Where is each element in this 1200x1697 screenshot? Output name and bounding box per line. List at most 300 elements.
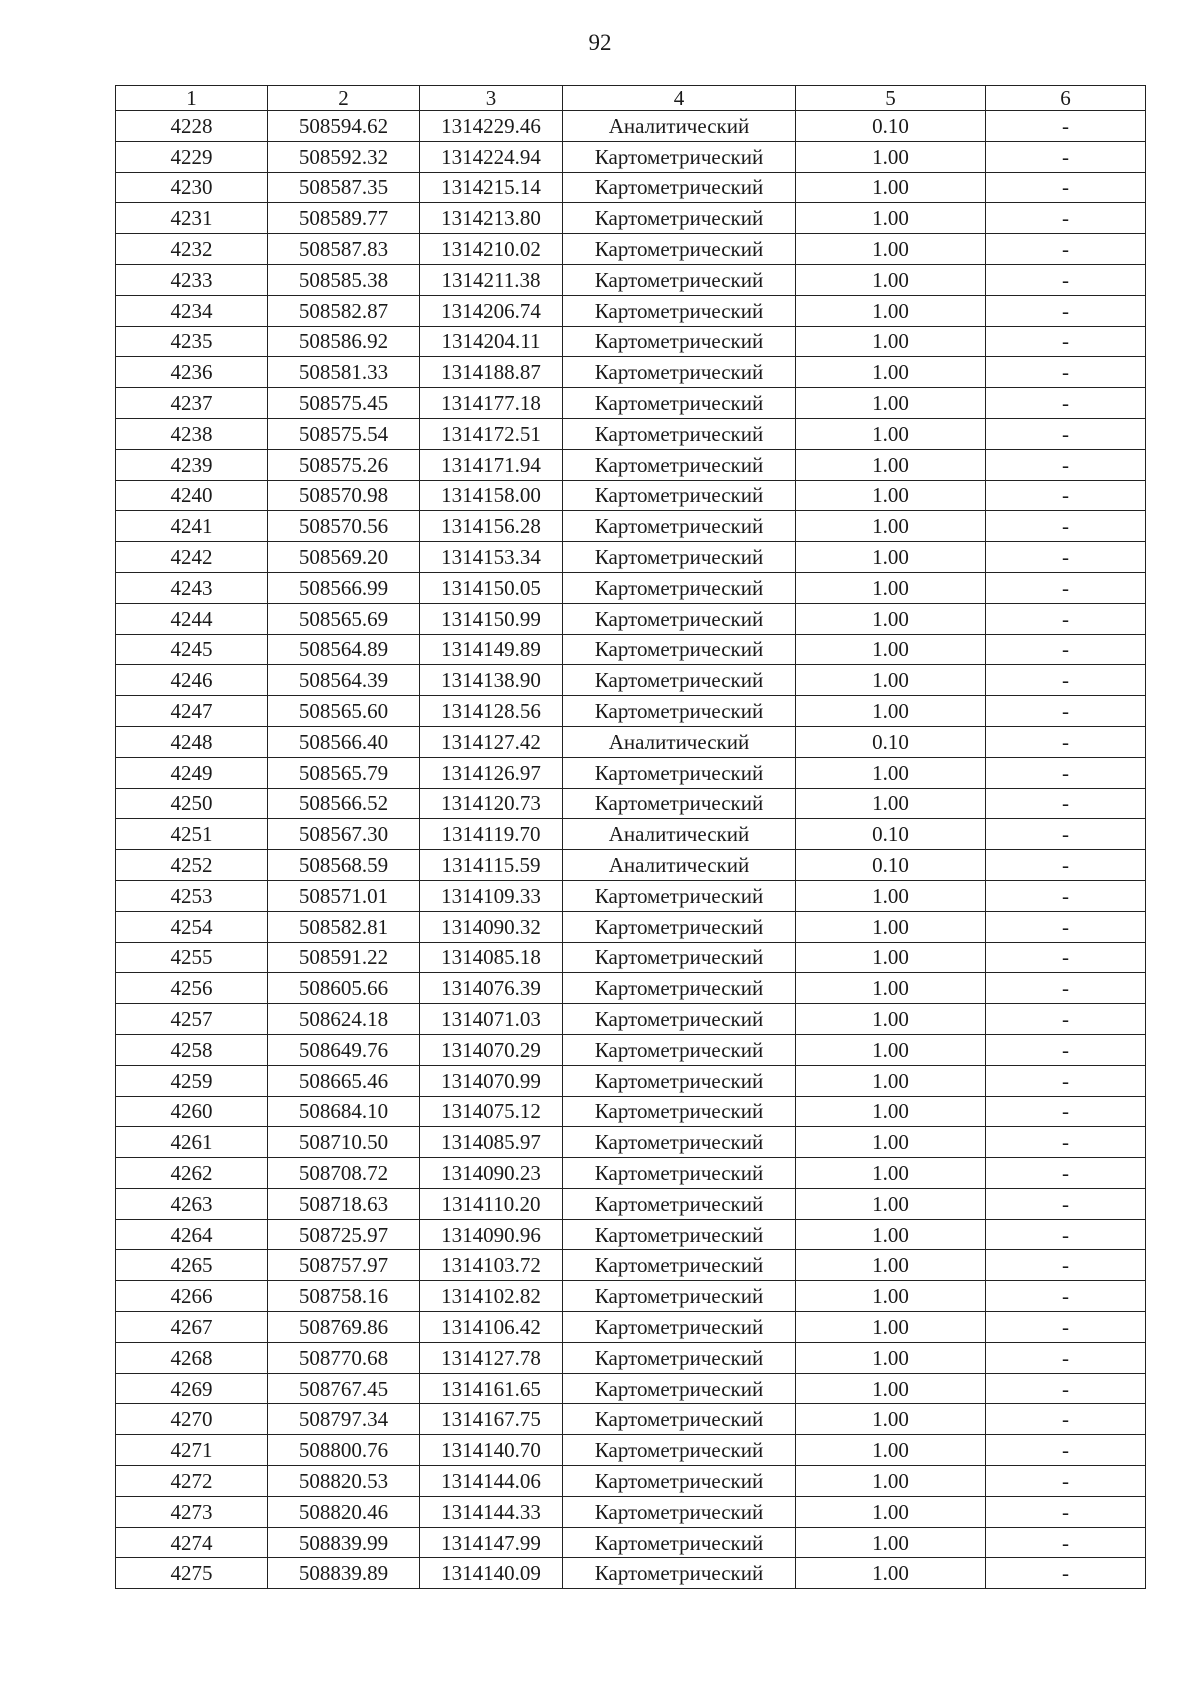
table-cell: 1314149.89 <box>420 634 563 665</box>
table-cell: 1.00 <box>796 757 986 788</box>
table-cell: Картометрический <box>563 942 796 973</box>
table-cell: - <box>986 357 1146 388</box>
table-cell: Аналитический <box>563 850 796 881</box>
table-cell: 4232 <box>116 234 268 265</box>
table-cell: 1.00 <box>796 973 986 1004</box>
table-row <box>116 1250 1146 1281</box>
table-row <box>116 880 1146 911</box>
table-cell: 4256 <box>116 973 268 1004</box>
table-cell: Картометрический <box>563 1527 796 1558</box>
table-cell: 1314206.74 <box>420 295 563 326</box>
table-cell: 4247 <box>116 696 268 727</box>
table-row <box>116 1404 1146 1435</box>
table-cell: Картометрический <box>563 1312 796 1343</box>
table-row <box>116 1096 1146 1127</box>
table-cell: 1.00 <box>796 911 986 942</box>
table-cell: 508564.89 <box>268 634 420 665</box>
table-row <box>116 911 1146 942</box>
table-cell: 4231 <box>116 203 268 234</box>
table-row <box>116 172 1146 203</box>
table-cell: - <box>986 388 1146 419</box>
table-cell: 508582.87 <box>268 295 420 326</box>
table-cell: 508569.20 <box>268 542 420 573</box>
table-cell: 1.00 <box>796 141 986 172</box>
table-cell: 4234 <box>116 295 268 326</box>
table-cell: 1314172.51 <box>420 418 563 449</box>
table-cell: 4244 <box>116 603 268 634</box>
table-cell: - <box>986 973 1146 1004</box>
table-cell: 4253 <box>116 880 268 911</box>
table-cell: Картометрический <box>563 357 796 388</box>
table-cell: - <box>986 819 1146 850</box>
table-row <box>116 1527 1146 1558</box>
table-row <box>116 1373 1146 1404</box>
table-cell: Картометрический <box>563 326 796 357</box>
table-cell: 4268 <box>116 1342 268 1373</box>
table-cell: - <box>986 1281 1146 1312</box>
table-cell: 4243 <box>116 572 268 603</box>
table-cell: 508570.56 <box>268 511 420 542</box>
table-cell: 1.00 <box>796 1404 986 1435</box>
table-cell: Картометрический <box>563 1250 796 1281</box>
table-cell: 1314110.20 <box>420 1188 563 1219</box>
table-cell: - <box>986 1435 1146 1466</box>
table-cell: 1314153.34 <box>420 542 563 573</box>
table-cell: 1.00 <box>796 172 986 203</box>
table-cell: Картометрический <box>563 1435 796 1466</box>
table-cell: 1.00 <box>796 942 986 973</box>
table-cell: 4233 <box>116 264 268 295</box>
table-cell: 4273 <box>116 1496 268 1527</box>
table-cell: 4229 <box>116 141 268 172</box>
table-cell: 1.00 <box>796 634 986 665</box>
table-row <box>116 449 1146 480</box>
table-cell: 1.00 <box>796 665 986 696</box>
column-header: 6 <box>986 86 1146 111</box>
table-cell: - <box>986 726 1146 757</box>
table-cell: 4263 <box>116 1188 268 1219</box>
table-cell: 1.00 <box>796 388 986 419</box>
table-cell: 1.00 <box>796 880 986 911</box>
table-cell: 1314167.75 <box>420 1404 563 1435</box>
table-cell: 1.00 <box>796 1281 986 1312</box>
table-cell: 508820.46 <box>268 1496 420 1527</box>
table-row <box>116 511 1146 542</box>
table-row <box>116 480 1146 511</box>
table-cell: Картометрический <box>563 203 796 234</box>
table-cell: 4251 <box>116 819 268 850</box>
table-cell: - <box>986 757 1146 788</box>
table-cell: - <box>986 572 1146 603</box>
table-cell: 4246 <box>116 665 268 696</box>
table-cell: - <box>986 141 1146 172</box>
table-cell: 508624.18 <box>268 1004 420 1035</box>
table-row <box>116 295 1146 326</box>
table-cell: 508769.86 <box>268 1312 420 1343</box>
table-row <box>116 942 1146 973</box>
table-cell: Картометрический <box>563 542 796 573</box>
table-cell: - <box>986 1158 1146 1189</box>
table-cell: - <box>986 850 1146 881</box>
table-cell: 1314150.05 <box>420 572 563 603</box>
table-cell: 4264 <box>116 1219 268 1250</box>
table-cell: - <box>986 1466 1146 1497</box>
table-cell: 1314128.56 <box>420 696 563 727</box>
table-row <box>116 1466 1146 1497</box>
table-cell: 1.00 <box>796 788 986 819</box>
table-cell: Картометрический <box>563 973 796 1004</box>
column-header: 3 <box>420 86 563 111</box>
table-cell: Картометрический <box>563 1281 796 1312</box>
table-row <box>116 1004 1146 1035</box>
table-cell: - <box>986 1219 1146 1250</box>
table-cell: 1314102.82 <box>420 1281 563 1312</box>
table-cell: - <box>986 1558 1146 1589</box>
table-cell: 4241 <box>116 511 268 542</box>
table-cell: 1314120.73 <box>420 788 563 819</box>
table-cell: - <box>986 1096 1146 1127</box>
table-cell: 1314119.70 <box>420 819 563 850</box>
table-cell: Картометрический <box>563 572 796 603</box>
table-cell: - <box>986 480 1146 511</box>
table-cell: Картометрический <box>563 1373 796 1404</box>
table-cell: Картометрический <box>563 141 796 172</box>
table-cell: Картометрический <box>563 388 796 419</box>
table-cell: - <box>986 1065 1146 1096</box>
table-cell: 1.00 <box>796 1466 986 1497</box>
table-cell: 1.00 <box>796 542 986 573</box>
table-cell: Картометрический <box>563 1466 796 1497</box>
table-cell: 4262 <box>116 1158 268 1189</box>
table-row <box>116 1312 1146 1343</box>
table-cell: 4240 <box>116 480 268 511</box>
table-cell: - <box>986 111 1146 142</box>
table-cell: Картометрический <box>563 511 796 542</box>
table-row <box>116 572 1146 603</box>
table-cell: 508665.46 <box>268 1065 420 1096</box>
table-cell: 4275 <box>116 1558 268 1589</box>
table-cell: 508575.54 <box>268 418 420 449</box>
table-cell: 1.00 <box>796 1558 986 1589</box>
table-cell: 1.00 <box>796 1096 986 1127</box>
table-cell: 1.00 <box>796 1250 986 1281</box>
table-cell: Картометрический <box>563 911 796 942</box>
table-cell: 4260 <box>116 1096 268 1127</box>
table-cell: 4236 <box>116 357 268 388</box>
table-cell: Картометрический <box>563 480 796 511</box>
table-cell: 1314204.11 <box>420 326 563 357</box>
table-cell: 4238 <box>116 418 268 449</box>
table-cell: 1.00 <box>796 418 986 449</box>
table-cell: 4271 <box>116 1435 268 1466</box>
table-cell: 508757.97 <box>268 1250 420 1281</box>
table-row <box>116 819 1146 850</box>
table-row <box>116 1342 1146 1373</box>
table-row <box>116 357 1146 388</box>
table-cell: Аналитический <box>563 111 796 142</box>
table-cell: 508820.53 <box>268 1466 420 1497</box>
table-cell: - <box>986 1527 1146 1558</box>
table-cell: 1.00 <box>796 1219 986 1250</box>
table-cell: 1.00 <box>796 449 986 480</box>
table-cell: Картометрический <box>563 1127 796 1158</box>
column-header: 5 <box>796 86 986 111</box>
table-cell: 508566.40 <box>268 726 420 757</box>
table-cell: 508565.69 <box>268 603 420 634</box>
table-cell: 508718.63 <box>268 1188 420 1219</box>
table-cell: Картометрический <box>563 1219 796 1250</box>
table-cell: 508587.83 <box>268 234 420 265</box>
table-row <box>116 1496 1146 1527</box>
table-cell: 4272 <box>116 1466 268 1497</box>
table-cell: 1314126.97 <box>420 757 563 788</box>
table-cell: 4237 <box>116 388 268 419</box>
table-cell: 1.00 <box>796 1373 986 1404</box>
table-cell: Картометрический <box>563 1558 796 1589</box>
table-row <box>116 388 1146 419</box>
table-cell: 4259 <box>116 1065 268 1096</box>
table-row <box>116 665 1146 696</box>
table-cell: Картометрический <box>563 634 796 665</box>
table-cell: 1.00 <box>796 1496 986 1527</box>
table-cell: 508586.92 <box>268 326 420 357</box>
table-cell: - <box>986 880 1146 911</box>
table-cell: 508592.32 <box>268 141 420 172</box>
table-cell: 4239 <box>116 449 268 480</box>
table-cell: 508587.35 <box>268 172 420 203</box>
table-cell: 508591.22 <box>268 942 420 973</box>
table-cell: 1314158.00 <box>420 480 563 511</box>
table-cell: - <box>986 911 1146 942</box>
table-cell: 508767.45 <box>268 1373 420 1404</box>
table-cell: 1.00 <box>796 234 986 265</box>
table-cell: - <box>986 1312 1146 1343</box>
table-cell: 1314076.39 <box>420 973 563 1004</box>
table-cell: 4255 <box>116 942 268 973</box>
table-cell: 1314109.33 <box>420 880 563 911</box>
table-cell: - <box>986 418 1146 449</box>
table-cell: - <box>986 1004 1146 1035</box>
table-cell: Картометрический <box>563 1342 796 1373</box>
table-cell: - <box>986 1496 1146 1527</box>
table-cell: 4258 <box>116 1034 268 1065</box>
column-header: 4 <box>563 86 796 111</box>
table-cell: 508585.38 <box>268 264 420 295</box>
table-cell: - <box>986 172 1146 203</box>
table-cell: 508568.59 <box>268 850 420 881</box>
table-cell: - <box>986 264 1146 295</box>
table-cell: 508582.81 <box>268 911 420 942</box>
table-cell: - <box>986 603 1146 634</box>
table-cell: 508800.76 <box>268 1435 420 1466</box>
table-cell: 1.00 <box>796 1188 986 1219</box>
column-header: 1 <box>116 86 268 111</box>
table-cell: 1314188.87 <box>420 357 563 388</box>
table-cell: - <box>986 234 1146 265</box>
table-cell: 508575.45 <box>268 388 420 419</box>
table-cell: Картометрический <box>563 172 796 203</box>
table-cell: Картометрический <box>563 603 796 634</box>
table-cell: Картометрический <box>563 295 796 326</box>
table-cell: Картометрический <box>563 1496 796 1527</box>
table-cell: 508710.50 <box>268 1127 420 1158</box>
table-cell: 1314229.46 <box>420 111 563 142</box>
table-cell: 1314144.33 <box>420 1496 563 1527</box>
table-cell: Картометрический <box>563 1404 796 1435</box>
table-cell: 1314070.99 <box>420 1065 563 1096</box>
table-cell: - <box>986 449 1146 480</box>
table-cell: 4267 <box>116 1312 268 1343</box>
table-cell: 1314075.12 <box>420 1096 563 1127</box>
table-cell: 4269 <box>116 1373 268 1404</box>
table-cell: 508594.62 <box>268 111 420 142</box>
table-cell: 1.00 <box>796 1127 986 1158</box>
table-cell: Аналитический <box>563 819 796 850</box>
table-row <box>116 726 1146 757</box>
table-cell: 0.10 <box>796 850 986 881</box>
table-row <box>116 788 1146 819</box>
table-row <box>116 542 1146 573</box>
table-row <box>116 264 1146 295</box>
table-row <box>116 1065 1146 1096</box>
table-cell: 1.00 <box>796 572 986 603</box>
table-row <box>116 111 1146 142</box>
table-cell: Картометрический <box>563 1158 796 1189</box>
table-cell: 4249 <box>116 757 268 788</box>
table-row <box>116 1219 1146 1250</box>
table-cell: 508605.66 <box>268 973 420 1004</box>
table-cell: 4270 <box>116 1404 268 1435</box>
table-cell: 1.00 <box>796 1527 986 1558</box>
table-cell: 508839.99 <box>268 1527 420 1558</box>
table-row <box>116 973 1146 1004</box>
table-cell: Картометрический <box>563 1004 796 1035</box>
table-row <box>116 326 1146 357</box>
table-row <box>116 1558 1146 1589</box>
table-cell: 1.00 <box>796 1158 986 1189</box>
table-cell: 1314211.38 <box>420 264 563 295</box>
table-cell: 1314150.99 <box>420 603 563 634</box>
table-cell: 508565.79 <box>268 757 420 788</box>
table-row <box>116 1188 1146 1219</box>
table-body <box>116 111 1146 1589</box>
table-cell: 0.10 <box>796 819 986 850</box>
table-cell: 1314090.23 <box>420 1158 563 1189</box>
table-cell: 4242 <box>116 542 268 573</box>
table-cell: 1314156.28 <box>420 511 563 542</box>
table-cell: 1.00 <box>796 1004 986 1035</box>
table-cell: 4250 <box>116 788 268 819</box>
table-cell: - <box>986 1034 1146 1065</box>
table-cell: 508564.39 <box>268 665 420 696</box>
table-cell: 4254 <box>116 911 268 942</box>
table-cell: Картометрический <box>563 418 796 449</box>
table-cell: 1314090.96 <box>420 1219 563 1250</box>
table-cell: 508581.33 <box>268 357 420 388</box>
table-cell: Картометрический <box>563 788 796 819</box>
table-cell: 1314138.90 <box>420 665 563 696</box>
table-cell: 1314070.29 <box>420 1034 563 1065</box>
table-cell: Картометрический <box>563 1034 796 1065</box>
table-cell: Картометрический <box>563 696 796 727</box>
table-cell: 1314140.70 <box>420 1435 563 1466</box>
table-row <box>116 1281 1146 1312</box>
table-cell: 508566.52 <box>268 788 420 819</box>
table-cell: - <box>986 1342 1146 1373</box>
table-cell: - <box>986 942 1146 973</box>
table-cell: 1314224.94 <box>420 141 563 172</box>
table-cell: - <box>986 203 1146 234</box>
table-cell: 508684.10 <box>268 1096 420 1127</box>
table-cell: 1314085.18 <box>420 942 563 973</box>
table-cell: 0.10 <box>796 111 986 142</box>
table-header-row <box>116 86 1146 111</box>
table-cell: 508758.16 <box>268 1281 420 1312</box>
table-cell: 508770.68 <box>268 1342 420 1373</box>
table-cell: 1314071.03 <box>420 1004 563 1035</box>
table-cell: 508649.76 <box>268 1034 420 1065</box>
column-header: 2 <box>268 86 420 111</box>
table-cell: 4252 <box>116 850 268 881</box>
table-cell: - <box>986 295 1146 326</box>
table-cell: - <box>986 511 1146 542</box>
table-cell: 508725.97 <box>268 1219 420 1250</box>
table-cell: - <box>986 788 1146 819</box>
table-cell: - <box>986 665 1146 696</box>
table-cell: 508567.30 <box>268 819 420 850</box>
table-row <box>116 757 1146 788</box>
table-row <box>116 1435 1146 1466</box>
table-row <box>116 696 1146 727</box>
table-cell: 1314106.42 <box>420 1312 563 1343</box>
table-cell: 1.00 <box>796 603 986 634</box>
table-row <box>116 1158 1146 1189</box>
table-cell: 1.00 <box>796 295 986 326</box>
table-cell: Картометрический <box>563 1065 796 1096</box>
table-cell: - <box>986 1373 1146 1404</box>
table-cell: 1314115.59 <box>420 850 563 881</box>
table-cell: 508797.34 <box>268 1404 420 1435</box>
table-cell: 508570.98 <box>268 480 420 511</box>
table-cell: 1314177.18 <box>420 388 563 419</box>
table-cell: 4228 <box>116 111 268 142</box>
table-cell: Картометрический <box>563 234 796 265</box>
table-row <box>116 1127 1146 1158</box>
table-cell: Аналитический <box>563 726 796 757</box>
table-cell: 1314090.32 <box>420 911 563 942</box>
page-number: 92 <box>588 30 612 55</box>
table-cell: 0.10 <box>796 726 986 757</box>
table-cell: 1.00 <box>796 1312 986 1343</box>
table-cell: 508839.89 <box>268 1558 420 1589</box>
table-cell: Картометрический <box>563 665 796 696</box>
table-cell: Картометрический <box>563 1188 796 1219</box>
table-cell: 508566.99 <box>268 572 420 603</box>
table-cell: - <box>986 326 1146 357</box>
table-cell: 1.00 <box>796 1065 986 1096</box>
table-cell: - <box>986 1250 1146 1281</box>
table-cell: 4245 <box>116 634 268 665</box>
table-cell: 1314085.97 <box>420 1127 563 1158</box>
table-cell: - <box>986 542 1146 573</box>
table-cell: 4248 <box>116 726 268 757</box>
table-cell: Картометрический <box>563 264 796 295</box>
table-cell: 4266 <box>116 1281 268 1312</box>
table-cell: - <box>986 1404 1146 1435</box>
table-cell: 1.00 <box>796 357 986 388</box>
table-row <box>116 1034 1146 1065</box>
table-cell: 508708.72 <box>268 1158 420 1189</box>
